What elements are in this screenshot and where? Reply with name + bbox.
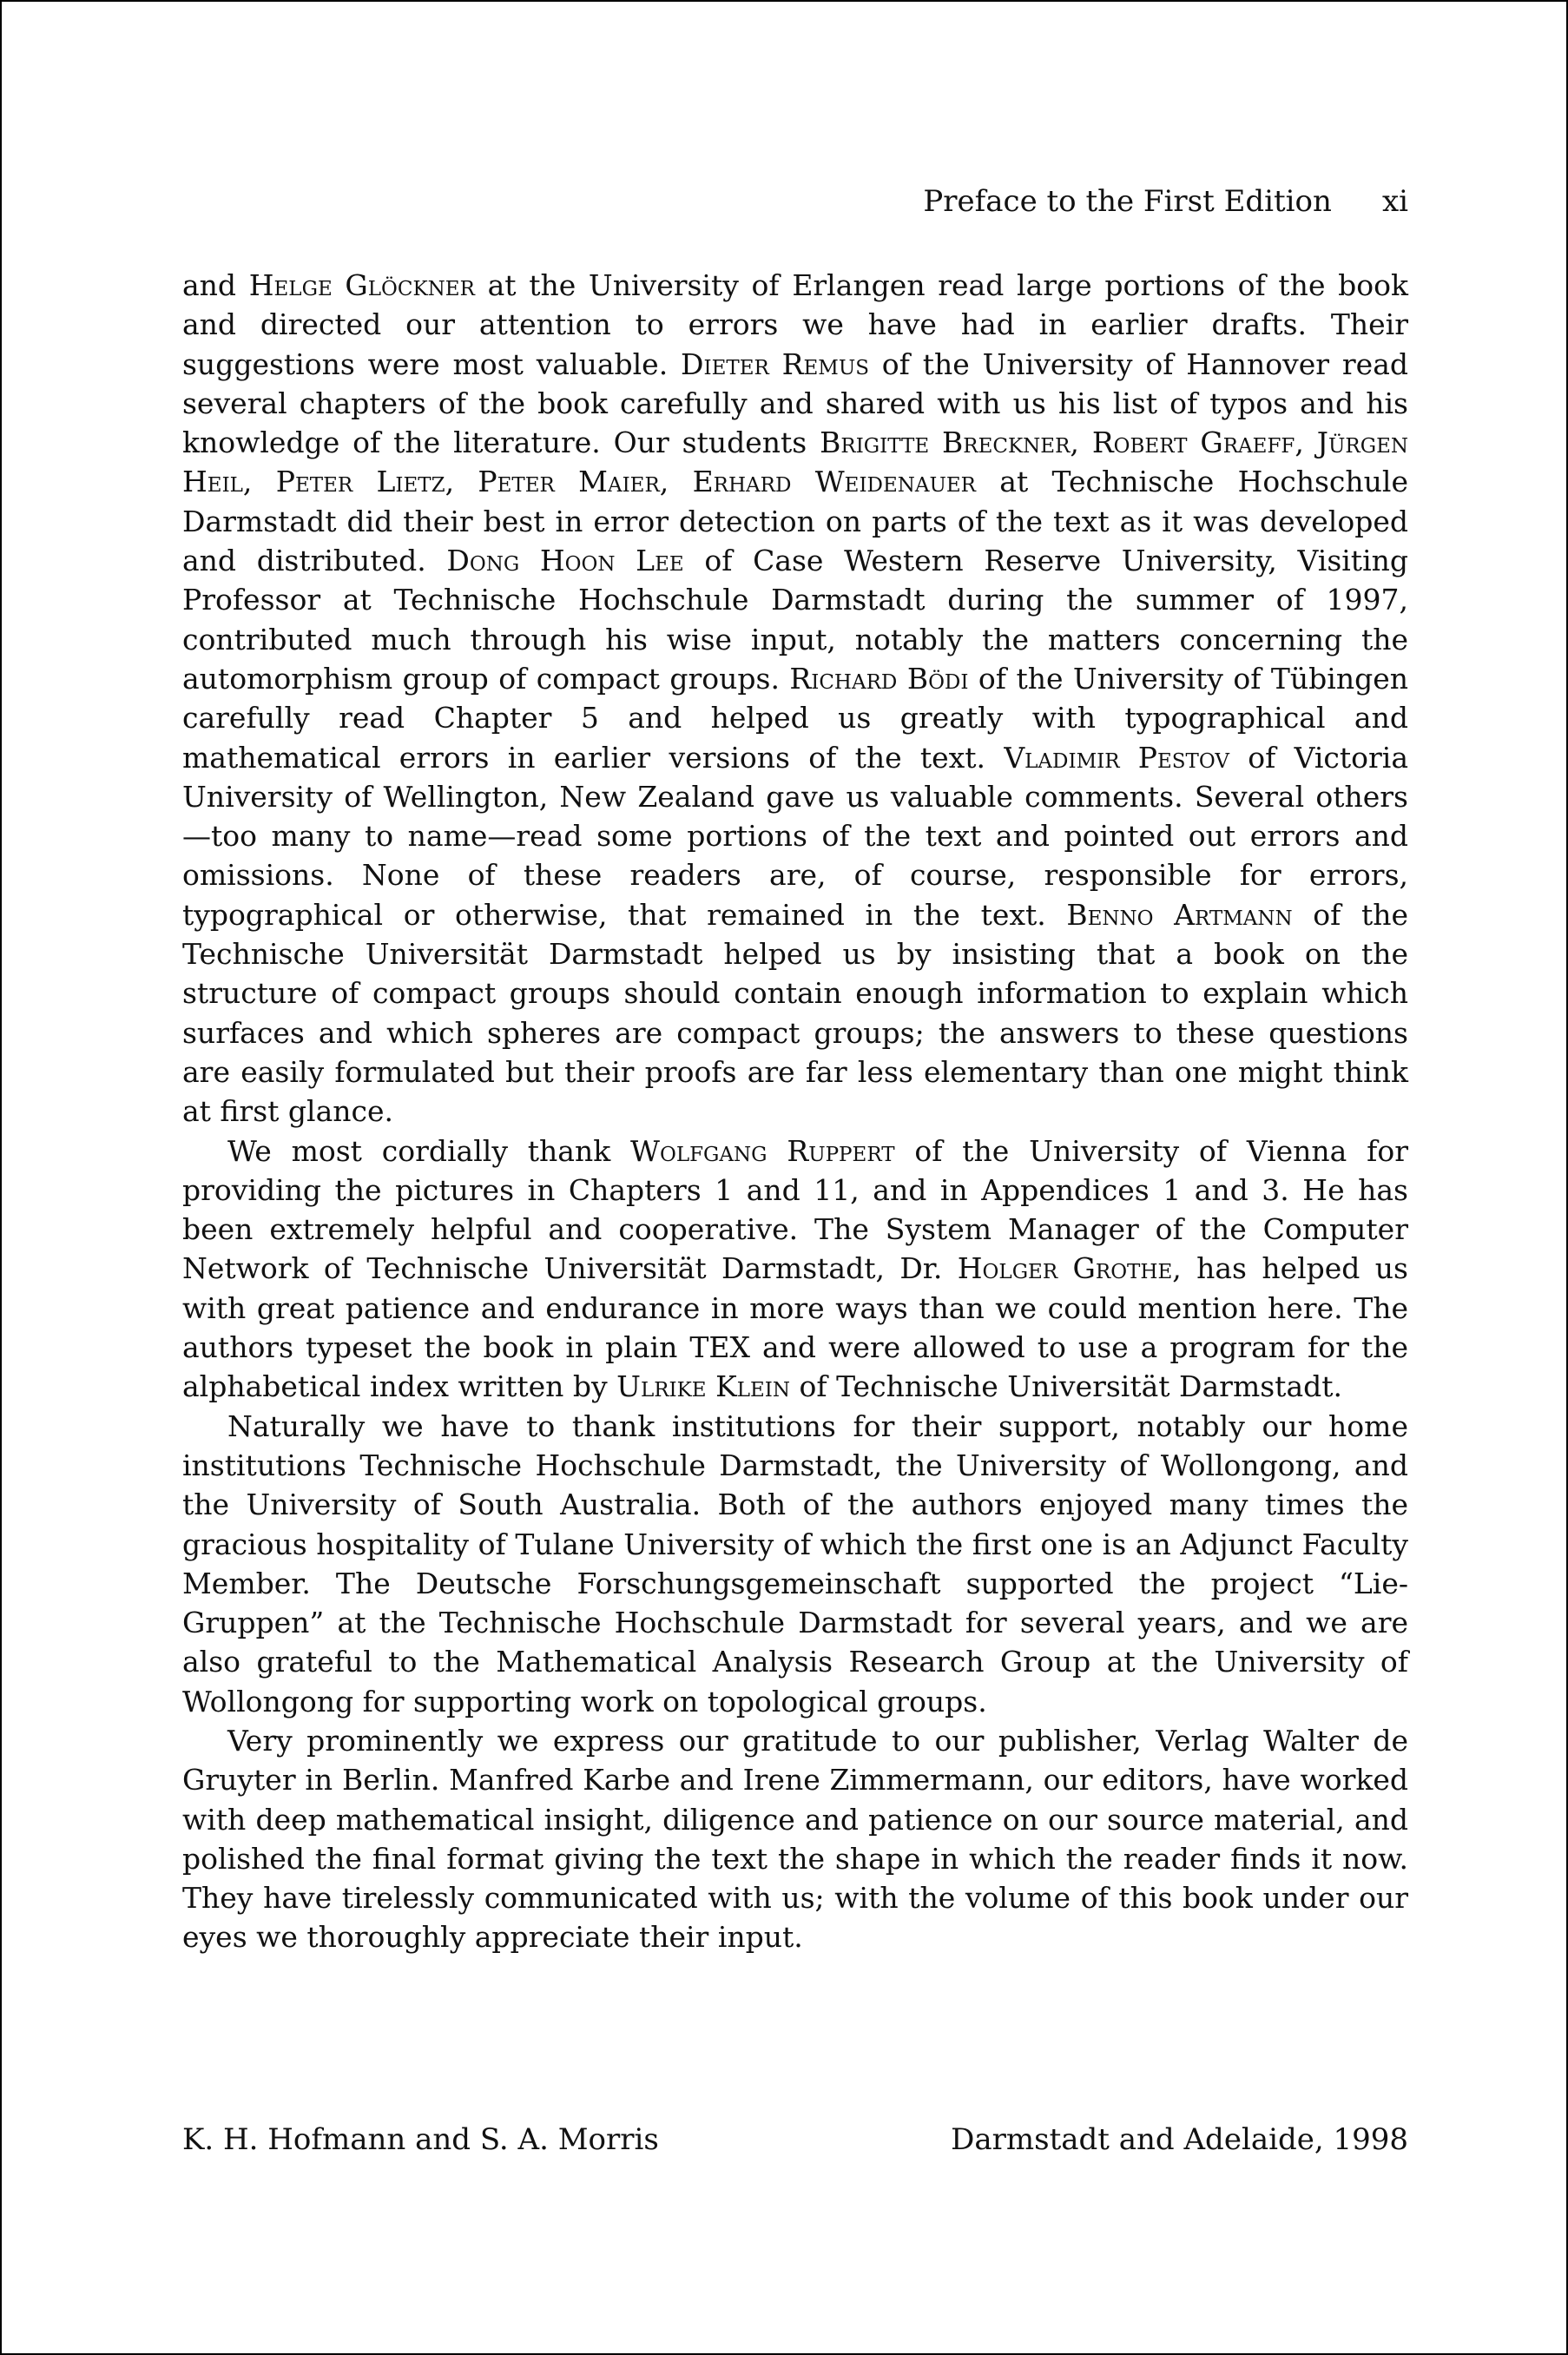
text-segment: of the University of Tübingen carefully read Chapter 5 and helped us greatly with typographical and mathematical errors in earlier versions of the text. <box>182 661 1408 775</box>
running-title: Preface to the First Edition <box>923 184 1332 219</box>
person-name: Brigitte Breckner, Robert Graeff, Jürgen Heil, Peter Lietz, Peter Maier, Erhard Weidenauer <box>182 425 1408 499</box>
text-segment: of Technische Universität Darmstadt. <box>790 1369 1342 1404</box>
person-name: Richard Bödi <box>789 661 969 696</box>
paragraph-4 <box>182 1721 1408 1957</box>
text-segment: Naturally we have to thank institutions for their support, notably our home institutions Technische Hochschule Darmstadt, the University of Wollongong, and the University of South Australia. Both of the authors enjoyed many times the gracious hospitality of Tulane University of which the first one is an Adjunct Faculty Member. The Deutsche Forschungsgemeinschaft supported the project “Lie-Gruppen” at the Technische Hochschule Darmstadt for several years, and we are also grateful to the Mathematical Analysis Research Group at the University of Wollongong for supporting work on topological groups. <box>182 1408 1408 1718</box>
person-name: Ulrike Klein <box>616 1369 791 1404</box>
person-name: Dieter Remus <box>681 346 869 381</box>
text-segment: and <box>182 268 249 302</box>
running-header <box>923 182 1408 221</box>
text-segment: We most cordially thank <box>227 1133 631 1168</box>
person-name: Helge Glöckner <box>248 268 475 302</box>
paragraph-3 <box>182 1407 1408 1721</box>
text-segment: of Victoria University of Wellington, New Zealand gave us valuable comments. Several others—too many to name—read some portions of the text and pointed out errors and omissions. None of these readers are, of course, responsible for errors, typographical or otherwise, that remained in the text. <box>182 740 1409 932</box>
text-segment: at the University of Erlangen read large portions of the book and directed our attention to errors we have had in earlier drafts. Their suggestions were most valuable. <box>182 268 1409 381</box>
paragraph-2 <box>182 1131 1408 1407</box>
text-segment: of the Technische Universität Darmstadt helped us by insisting that a book on the structure of compact groups should contain enough information to explain which surfaces and which spheres are compact groups; the answers to these questions are easily formulated but their proofs are far less elementary than one might think at first glance. <box>182 897 1408 1129</box>
person-name: Wolfgang Ruppert <box>630 1133 895 1168</box>
person-name: Vladimir Pestov <box>1004 740 1229 775</box>
page-number: xi <box>1381 184 1408 219</box>
authors-signature: K. H. Hofmann and S. A. Morris <box>182 2122 659 2157</box>
text-segment: of the University of Hannover read several chapters of the book carefully and shared with us his list of typos and his knowledge of the literature. Our students <box>182 346 1408 460</box>
signature-line <box>182 2121 1408 2159</box>
text-segment: of the University of Vienna for providing the pictures in Chapters 1 and 11, and in Appendices 1 and 3. He has been extremely helpful and cooperative. The System Manager of the Computer Network of Technische Universität Darmstadt, Dr. <box>182 1133 1408 1286</box>
person-name: Dong Hoon Lee <box>446 544 684 578</box>
text-segment: , has helped us with great patience and endurance in more ways than we could mention here. The authors typeset the book in plain TEX and were allowed to use a program for the alphabetical index written by <box>182 1251 1408 1404</box>
text-segment: Very prominently we express our gratitude to our publisher, Verlag Walter de Gruyter in Berlin. Manfred Karbe and Irene Zimmermann, our editors, have worked with deep mathematical insight, diligence and patience on our source material, and polished the final format giving the text the shape in which the reader finds it now. They have tirelessly communicated with us; with the volume of this book under our eyes we thoroughly appreciate their input. <box>182 1723 1408 1955</box>
person-name: Holger Grothe <box>957 1251 1173 1286</box>
paragraph-1 <box>182 266 1408 1131</box>
place-date: Darmstadt and Adelaide, 1998 <box>951 2122 1408 2157</box>
body-text <box>182 266 1408 1957</box>
text-segment: at Technische Hochschule Darmstadt did their best in error detection on parts of the text as it was developed and distributed. <box>182 465 1408 578</box>
person-name: Benno Artmann <box>1066 897 1293 932</box>
text-segment: of Case Western Reserve University, Visiting Professor at Technische Hochschule Darmstadt during the summer of 1997, contributed much through his wise input, notably the matters concerning the automorphism group of compact groups. <box>182 544 1408 696</box>
